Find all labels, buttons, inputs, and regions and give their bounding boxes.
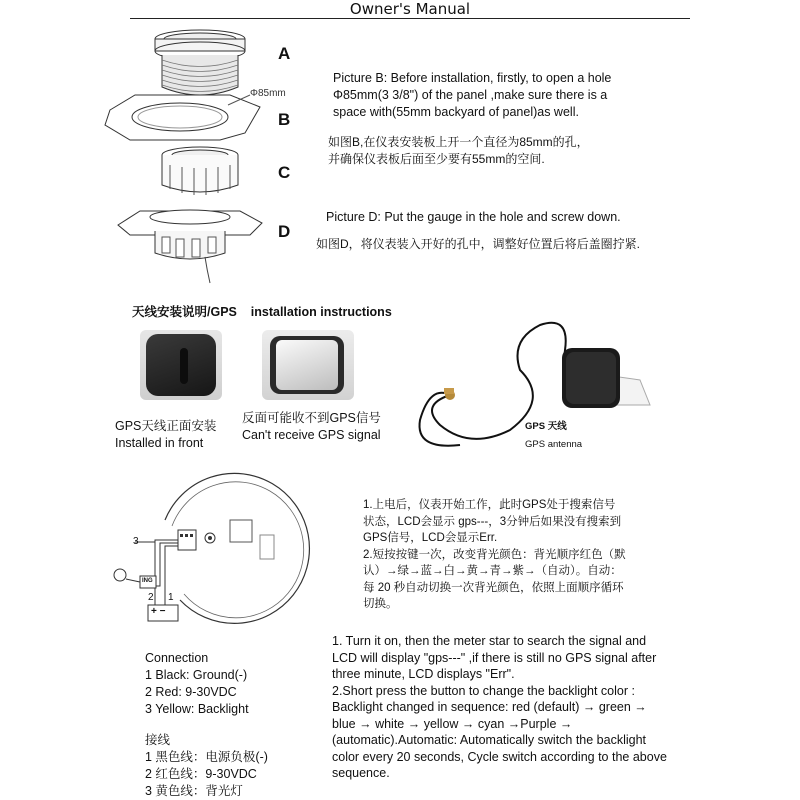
operation-en-line-7: (automatic).Automatic: Automatically switch the backlight — [332, 733, 647, 747]
connection-cn-2: 2 红色线：9-30VDC — [145, 767, 257, 781]
picture-b-cn-line-1: 如图B,在仪表安装板上开一个直径为85mm的孔， — [328, 135, 589, 149]
connection-cn-1: 1 黑色线：电源负极(-) — [145, 750, 268, 764]
operation-en-line-1: 1. Turn it on, then the meter star to search the signal and — [332, 634, 647, 648]
picture-b-en-line-1: Picture B: Before installation, firstly, to open a hole — [333, 71, 612, 85]
picture-b-cn-line-2: 并确保仪表板后面至少要有55mm的空间. — [328, 152, 545, 166]
connection-en-2: 2 Red: 9-30VDC — [145, 685, 237, 699]
operation-cn-line-7: 切换。 — [363, 598, 398, 610]
wire-label-1: 1 — [168, 592, 174, 603]
gps-front-photo — [140, 330, 222, 400]
connection-title-cn: 接线 — [145, 733, 171, 747]
gps-title-cn: 天线安装说明/GPS — [132, 305, 237, 319]
gps-front-caption — [115, 418, 216, 452]
wire-label-3: 3 — [133, 536, 139, 547]
operation-en-line-3: three minute, LCD displays "Err". — [332, 667, 515, 681]
part-label-d: D — [278, 222, 291, 241]
header-divider — [130, 18, 690, 19]
picture-b-en-line-3: space with(55mm backyard of panel)as well. — [333, 105, 579, 119]
connection-cn-3: 3 黄色线：背光灯 — [145, 784, 243, 798]
operation-en — [332, 633, 697, 782]
operation-en-line-4: 2.Short press the button to change the backlight color : — [332, 683, 635, 698]
picture-d-cn: 如图D，将仪表装入开好的孔中，调整好位置后将后盖圈拧紧. — [316, 237, 641, 251]
diameter-label: Φ85mm — [250, 88, 286, 99]
connection-en-1: 1 Black: Ground(-) — [145, 668, 248, 682]
operation-en-line-9: sequence. — [332, 766, 390, 780]
gps-front-en: Installed in front — [115, 436, 204, 450]
operation-cn-line-6: 每 20 秒自动切换一次背光颜色，依照上面顺序循环 — [363, 581, 624, 594]
gps-back-en: Can't receive GPS signal — [242, 428, 381, 442]
operation-cn-line-1: 1.上电后，仪表开始工作，此时GPS处于搜索信号 — [363, 499, 616, 511]
operation-en-line-5: Backlight changed in sequence: red (default) → green → — [332, 700, 647, 714]
part-b-panel-drawing — [105, 95, 260, 140]
operation-en-line-8: color every 20 seconds, Cycle switch according to the above — [332, 749, 667, 764]
operation-en-line-6: blue → white → yellow → cyan →Purple → — [332, 716, 573, 731]
operation-en-line-2: LCD will display "gps---" ,if there is still no GPS signal after — [332, 650, 657, 665]
picture-b-cn — [328, 134, 708, 168]
part-label-a: A — [278, 44, 291, 63]
gps-front-cn: GPS天线正面安装 — [115, 419, 217, 433]
gps-back-caption — [242, 410, 381, 444]
picture-b-en — [333, 70, 693, 121]
operation-cn-line-3: GPS信号，LCD会显示Err. — [363, 532, 498, 544]
gps-antenna-en: GPS antenna — [525, 439, 583, 450]
gps-back-cn: 反面可能收不到GPS信号 — [242, 411, 381, 425]
gps-antenna-caption — [525, 418, 582, 454]
gps-title-en: installation instructions — [250, 305, 392, 319]
battery-polarity: + − — [151, 606, 166, 617]
gauge-parts-drawing — [110, 25, 280, 275]
connection-cn — [145, 732, 268, 800]
wiring-diagram — [110, 480, 310, 630]
gps-back-photo — [262, 330, 354, 400]
picture-d-en: Picture D: Put the gauge in the hole and screw down. — [326, 210, 621, 224]
gps-section-title — [132, 302, 392, 320]
operation-cn-line-5: 认）→绿→蓝→白→黄→青→紫→（自动）。自动： — [363, 565, 622, 577]
part-d-assembled-drawing — [118, 210, 262, 283]
connection-en-3: 3 Yellow: Backlight — [145, 702, 249, 716]
operation-cn — [363, 497, 693, 613]
wire-label-2: 2 — [148, 592, 154, 603]
operation-cn-line-4: 2.短按按键一次，改变背光颜色：背光顺序红色（默 — [363, 548, 626, 561]
ing-label: ING — [142, 578, 153, 584]
connection-title-en: Connection — [145, 651, 209, 665]
connection-en — [145, 650, 249, 718]
part-label-b: B — [278, 110, 291, 129]
gps-antenna-cn: GPS 天线 — [525, 421, 567, 432]
part-label-c: C — [278, 163, 291, 182]
page-title: Owner's Manual — [349, 0, 471, 18]
picture-b-en-line-2: Φ85mm(3 3/8") of the panel ,make sure there is a — [333, 88, 608, 102]
operation-cn-line-2: 状态，LCD会显示 gps---，3分钟后如果没有搜索到 — [363, 515, 622, 528]
part-a-housing-drawing — [155, 30, 245, 95]
part-c-nut-drawing — [162, 147, 238, 195]
